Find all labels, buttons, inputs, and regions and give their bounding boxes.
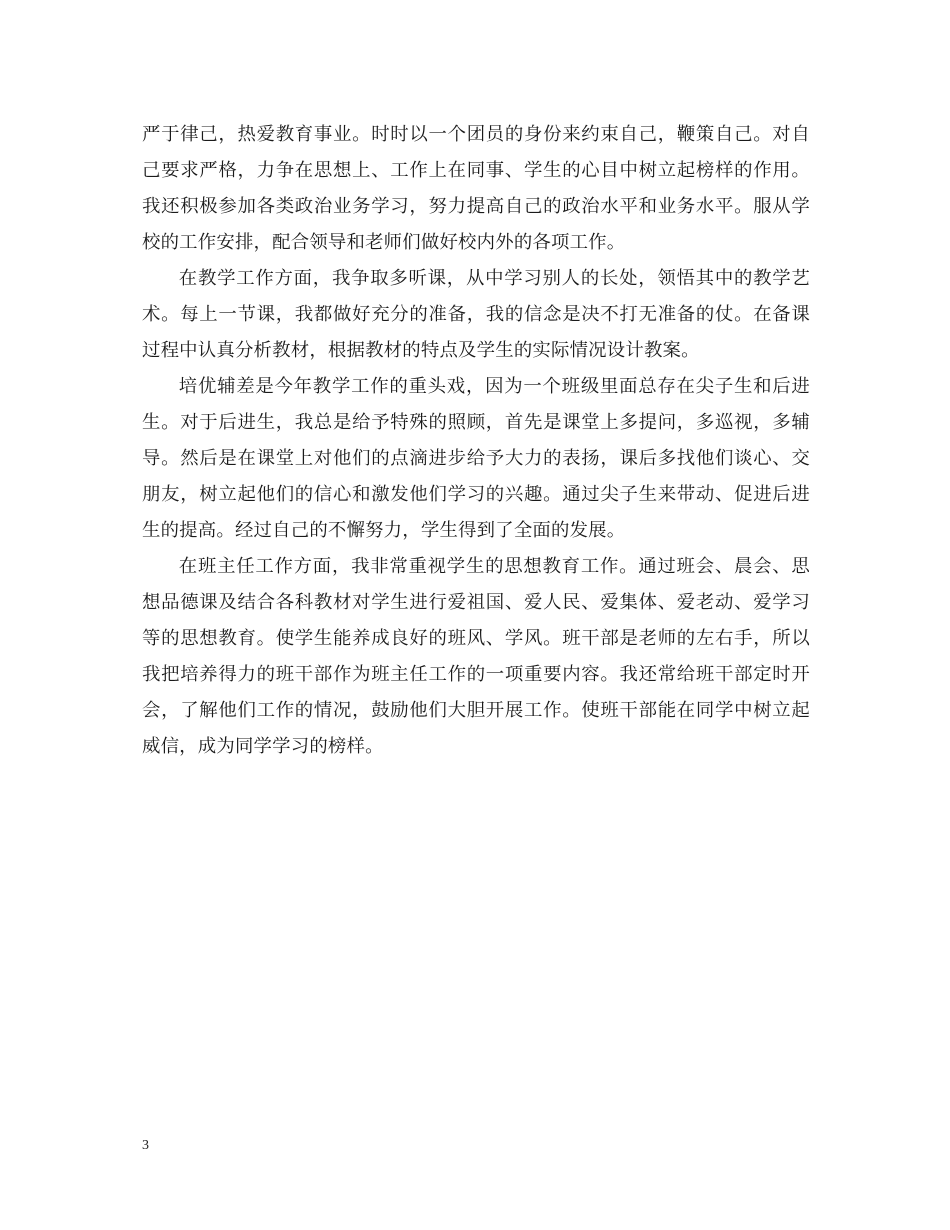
document-body xyxy=(142,117,810,765)
paragraph-2: 在教学工作方面，我争取多听课，从中学习别人的长处，领悟其中的教学艺术。每上一节课，我都做好充分的准备，我的信念是决不打无准备的仗。在备课过程中认真分析教材，根据教材的特点及学生的实际情况设计教案。 xyxy=(142,268,810,361)
paragraph-1: 严于律己，热爱教育事业。时时以一个团员的身份来约束自己，鞭策自己。对自己要求严格，力争在思想上、工作上在同事、学生的心目中树立起榜样的作用。我还积极参加各类政治业务学习，努力提高自己的政治水平和业务水平。服从学校的工作安排，配合领导和老师们做好校内外的各项工作。 xyxy=(142,124,810,253)
paragraph-4: 在班主任工作方面，我非常重视学生的思想教育工作。通过班会、晨会、思想品德课及结合各科教材对学生进行爱祖国、爱人民、爱集体、爱老动、爱学习等的思想教育。使学生能养成良好的班风、学风。班干部是老师的左右手，所以我把培养得力的班干部作为班主任工作的一项重要内容。我还常给班干部定时开会，了解他们工作的情况，鼓励他们大胆开展工作。使班干部能在同学中树立起威信，成为同学学习的榜样。 xyxy=(142,556,810,757)
paragraph-3: 培优辅差是今年教学工作的重头戏，因为一个班级里面总存在尖子生和后进生。对于后进生，我总是给予特殊的照顾，首先是课堂上多提问，多巡视，多辅导。然后是在课堂上对他们的点滴进步给予大力的表扬，课后多找他们谈心、交朋友，树立起他们的信心和激发他们学习的兴趣。通过尖子生来带动、促进后进生的提高。经过自己的不懈努力，学生得到了全面的发展。 xyxy=(142,376,810,541)
page-number: 3 xyxy=(142,1138,149,1153)
